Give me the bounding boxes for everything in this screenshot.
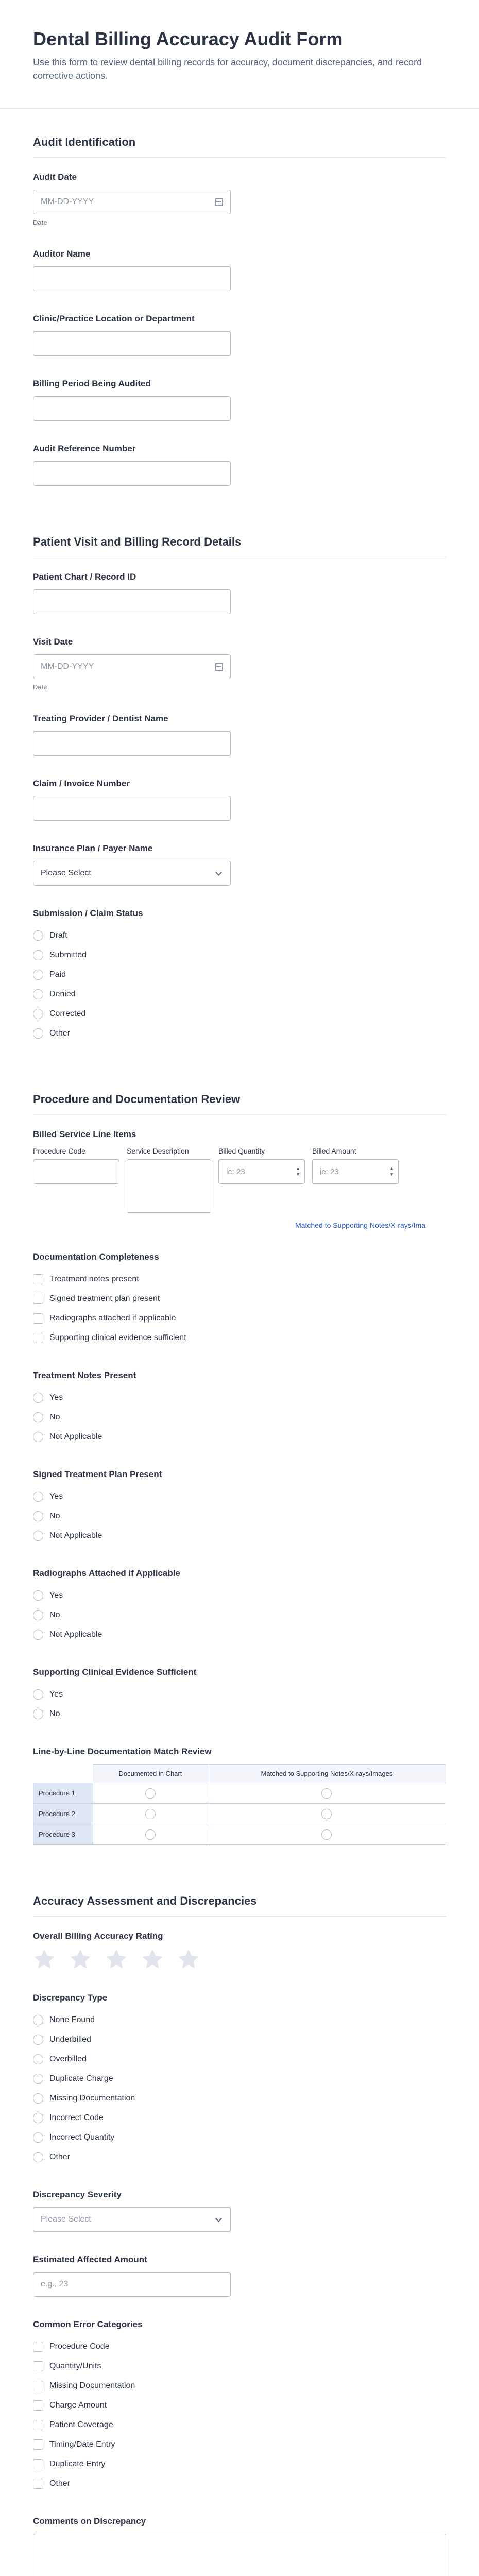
chart-id-field [33, 572, 446, 614]
select-value: Please Select [41, 2215, 91, 2224]
radio-option[interactable] [33, 1526, 446, 1546]
matrix-row-label: Procedure 3 [33, 1824, 93, 1845]
checkbox-option[interactable] [33, 2454, 446, 2474]
radio-option[interactable] [33, 1408, 446, 1427]
section-title: Procedure and Documentation Review [33, 1066, 446, 1115]
radio-button[interactable] [33, 1009, 43, 1019]
error-categories-options [33, 2337, 446, 2494]
severity-field [33, 2190, 446, 2232]
status-field [33, 908, 446, 1043]
radio-button[interactable] [33, 1393, 43, 1403]
option-label: Supporting clinical evidence sufficient [49, 1333, 186, 1342]
radio-option[interactable] [33, 2069, 446, 2089]
option-label: Procedure Code [49, 2342, 110, 2351]
checkbox[interactable] [33, 2479, 43, 2489]
matrix-cell [93, 1804, 208, 1824]
field-label: Auditor Name [33, 249, 91, 259]
sublabel: Date [33, 683, 47, 691]
col-billed-amount: Billed Amount [312, 1147, 356, 1155]
visit-date-input[interactable] [33, 654, 231, 679]
audit-date-field [33, 172, 446, 226]
option-label: Timing/Date Entry [49, 2440, 115, 2449]
option-label: Not Applicable [49, 1630, 102, 1639]
form-title: Dental Billing Accuracy Audit Form [33, 28, 343, 49]
provider-field [33, 714, 446, 756]
section-title: Audit Identification [33, 109, 446, 158]
billed-items-field [33, 1129, 446, 1229]
option-label: None Found [49, 2015, 95, 2024]
discrepancy-type-field [33, 1993, 446, 2167]
radio-option[interactable] [33, 1024, 446, 1043]
radio-button[interactable] [33, 970, 43, 980]
matrix-radio[interactable] [145, 1788, 156, 1799]
checkbox-option[interactable] [33, 2435, 446, 2454]
documentation-matrix [33, 1764, 446, 1845]
matrix-row [33, 1804, 446, 1824]
matrix-cell [93, 1824, 208, 1845]
checkbox[interactable] [33, 2342, 43, 2352]
matrix-cell [93, 1783, 208, 1804]
radio-button[interactable] [33, 2132, 43, 2143]
matrix-corner [33, 1765, 93, 1783]
signed-plan-field [33, 1469, 446, 1546]
option-label: Duplicate Entry [49, 2460, 106, 2468]
reference-input[interactable] [33, 461, 231, 486]
radio-option[interactable] [33, 1586, 446, 1605]
audit-date-input[interactable] [33, 190, 231, 214]
checkbox[interactable] [33, 1274, 43, 1284]
option-label: Other [49, 2153, 71, 2161]
comments-field [33, 2516, 446, 2576]
chevron-down-icon [215, 2215, 222, 2222]
checkbox[interactable] [33, 1333, 43, 1343]
radio-option[interactable] [33, 985, 446, 1004]
evidence-options [33, 1685, 446, 1724]
option-label: Yes [49, 1393, 63, 1402]
radio-button[interactable] [33, 2093, 43, 2104]
form-description: Use this form to review dental billing records for accuracy, document discrepancies, and record corrective actions. [33, 57, 422, 81]
star-icon[interactable] [177, 1948, 200, 1970]
matrix-radio[interactable] [321, 1829, 332, 1840]
option-label: Charge Amount [49, 2401, 107, 2410]
option-label: Not Applicable [49, 1531, 102, 1540]
field-label: Overall Billing Accuracy Rating [33, 1931, 163, 1941]
checkbox-option[interactable] [33, 2357, 446, 2376]
radio-option[interactable] [33, 2128, 446, 2147]
checkbox-option[interactable] [33, 1289, 446, 1309]
insurance-select[interactable] [33, 861, 231, 886]
option-label: Signed treatment plan present [49, 1294, 160, 1303]
spinner-icon[interactable]: ▲ ▼ [389, 1166, 394, 1177]
radio-button[interactable] [33, 989, 43, 999]
placeholder: ie: 23 [226, 1167, 245, 1176]
placeholder: ie: 23 [320, 1167, 339, 1176]
radio-button[interactable] [33, 1689, 43, 1700]
field-label: Treatment Notes Present [33, 1370, 136, 1380]
option-label: Not Applicable [49, 1432, 102, 1441]
procedure-code-input[interactable] [33, 1159, 119, 1184]
field-label: Audit Reference Number [33, 444, 136, 453]
option-label: Treatment notes present [49, 1275, 139, 1283]
discrepancy-type-options [33, 2010, 446, 2167]
audit-identification-section [0, 109, 479, 486]
clinic-field [33, 314, 446, 356]
option-label: Quantity/Units [49, 2362, 101, 2370]
checkbox[interactable] [33, 2400, 43, 2411]
radiographs-options [33, 1586, 446, 1645]
radio-option[interactable] [33, 2108, 446, 2128]
matrix-radio[interactable] [145, 1829, 156, 1840]
field-label: Supporting Clinical Evidence Sufficient [33, 1667, 197, 1677]
field-label: Billed Service Line Items [33, 1129, 136, 1139]
select-value: Please Select [41, 869, 91, 877]
calendar-icon[interactable] [215, 198, 223, 206]
radio-option[interactable] [33, 1427, 446, 1447]
field-label: Discrepancy Type [33, 1993, 108, 2003]
radio-button[interactable] [33, 2035, 43, 2045]
checkbox[interactable] [33, 2439, 43, 2450]
checkbox-option[interactable] [33, 1269, 446, 1289]
checkbox-option[interactable] [33, 2415, 446, 2435]
option-label: Underbilled [49, 2035, 91, 2044]
option-label: Yes [49, 1690, 63, 1699]
auditor-name-input[interactable] [33, 266, 231, 291]
completeness-options [33, 1269, 446, 1348]
billed-amount-input[interactable] [312, 1159, 399, 1184]
matrix-field [33, 1747, 446, 1845]
radio-option[interactable] [33, 1685, 446, 1704]
billing-period-field [33, 379, 446, 421]
field-label: Discrepancy Severity [33, 2190, 122, 2199]
field-label: Documentation Completeness [33, 1252, 159, 1262]
provider-input[interactable] [33, 731, 231, 756]
patient-visit-section [0, 509, 479, 1043]
star-rating [33, 1948, 446, 1970]
accuracy-section [0, 1868, 479, 2576]
radiographs-field [33, 1568, 446, 1645]
checkbox-option[interactable] [33, 2337, 446, 2357]
radio-button[interactable] [33, 1590, 43, 1601]
option-label: Corrected [49, 1009, 86, 1018]
chart-id-input[interactable] [33, 589, 231, 614]
billed-items-footer [33, 1221, 446, 1229]
matrix-row [33, 1824, 446, 1845]
checkbox-option[interactable] [33, 2376, 446, 2396]
comments-textarea[interactable] [33, 2534, 446, 2576]
visit-date-field [33, 637, 446, 691]
star-icon[interactable] [33, 1948, 56, 1970]
radio-button[interactable] [33, 1531, 43, 1541]
billed-quantity-input[interactable] [218, 1159, 305, 1184]
form-header [0, 0, 479, 109]
option-label: Radiographs attached if applicable [49, 1314, 176, 1323]
radio-button[interactable] [33, 1492, 43, 1502]
claim-field [33, 778, 446, 821]
matrix-body [33, 1783, 446, 1845]
matrix-radio[interactable] [145, 1809, 156, 1819]
section-title: Accuracy Assessment and Discrepancies [33, 1868, 446, 1917]
radio-option[interactable] [33, 2030, 446, 2049]
radio-option[interactable] [33, 1625, 446, 1645]
matrix-col-matched: Matched to Supporting Notes/X-rays/Images [208, 1765, 446, 1783]
matrix-header-row [33, 1765, 446, 1783]
service-description-textarea[interactable] [127, 1159, 211, 1213]
notes-present-options [33, 1388, 446, 1447]
option-label: No [49, 1512, 60, 1520]
billed-items-header [33, 1147, 446, 1155]
sublabel: Date [33, 218, 47, 226]
radio-option[interactable] [33, 926, 446, 945]
matrix-cell [208, 1804, 446, 1824]
radio-button[interactable] [33, 2113, 43, 2123]
radio-button[interactable] [33, 2152, 43, 2162]
matrix-cell [208, 1783, 446, 1804]
insurance-field [33, 843, 446, 886]
spinner-icon[interactable]: ▲ ▼ [296, 1166, 300, 1177]
evidence-field [33, 1667, 446, 1724]
radio-option[interactable] [33, 945, 446, 965]
field-label: Claim / Invoice Number [33, 778, 130, 788]
matrix-col-documented: Documented in Chart [93, 1765, 208, 1783]
matrix-row-label: Procedure 1 [33, 1783, 93, 1804]
option-label: Other [49, 1029, 71, 1038]
completeness-field [33, 1252, 446, 1348]
field-label: Clinic/Practice Location or Department [33, 314, 195, 324]
notes-present-field [33, 1370, 446, 1447]
auditor-name-field [33, 249, 446, 291]
radio-option[interactable] [33, 2147, 446, 2167]
billing-period-input[interactable] [33, 396, 231, 421]
option-label: Missing Documentation [49, 2381, 135, 2390]
radio-option[interactable] [33, 1004, 446, 1024]
radio-option[interactable] [33, 1388, 446, 1408]
radio-button[interactable] [33, 2054, 43, 2064]
option-label: Draft [49, 931, 67, 940]
field-label: Comments on Discrepancy [33, 2516, 146, 2526]
calendar-icon[interactable] [215, 663, 223, 671]
field-label: Insurance Plan / Payer Name [33, 843, 153, 853]
status-options [33, 926, 446, 1043]
option-label: No [49, 1709, 60, 1718]
option-label: Incorrect Code [49, 2113, 104, 2122]
severity-select[interactable] [33, 2207, 231, 2232]
checkbox-option[interactable] [33, 2474, 446, 2494]
checkbox[interactable] [33, 2420, 43, 2430]
checkbox-option[interactable] [33, 1309, 446, 1328]
chevron-down-icon [215, 869, 222, 876]
radio-button[interactable] [33, 1511, 43, 1521]
radio-option[interactable] [33, 965, 446, 985]
error-categories-field [33, 2319, 446, 2494]
field-label: Signed Treatment Plan Present [33, 1469, 162, 1479]
checkbox-option[interactable] [33, 2396, 446, 2415]
field-label: Submission / Claim Status [33, 908, 143, 918]
radio-button[interactable] [33, 1412, 43, 1422]
option-label: Paid [49, 970, 66, 979]
star-icon[interactable] [105, 1948, 128, 1970]
radio-option[interactable] [33, 2010, 446, 2030]
option-label: Missing Documentation [49, 2094, 135, 2103]
field-label: Radiographs Attached if Applicable [33, 1568, 180, 1578]
option-label: Incorrect Quantity [49, 2133, 115, 2142]
billed-items-row [33, 1159, 446, 1213]
radio-button[interactable] [33, 1610, 43, 1620]
matrix-row [33, 1783, 446, 1804]
matrix-radio[interactable] [321, 1809, 332, 1819]
matrix-row-label: Procedure 2 [33, 1804, 93, 1824]
col-procedure-code: Procedure Code [33, 1147, 85, 1155]
radio-option[interactable] [33, 1704, 446, 1724]
affected-amount-field [33, 2255, 446, 2297]
option-label: No [49, 1413, 60, 1421]
option-label: Overbilled [49, 2055, 87, 2063]
radio-button[interactable] [33, 1028, 43, 1039]
matrix-radio[interactable] [321, 1788, 332, 1799]
field-label: Billing Period Being Audited [33, 379, 151, 388]
option-label: Yes [49, 1492, 63, 1501]
radio-button[interactable] [33, 930, 43, 941]
option-label: Patient Coverage [49, 2420, 113, 2429]
placeholder: e.g., 23 [41, 2280, 69, 2289]
radio-button[interactable] [33, 1630, 43, 1640]
procedure-doc-section [0, 1066, 479, 1845]
matrix-cell [208, 1824, 446, 1845]
claim-input[interactable] [33, 796, 231, 821]
radio-button[interactable] [33, 1432, 43, 1442]
radio-option[interactable] [33, 2049, 446, 2069]
reference-field [33, 444, 446, 486]
radio-option[interactable] [33, 1506, 446, 1526]
radio-button[interactable] [33, 1709, 43, 1719]
option-label: No [49, 1611, 60, 1619]
checkbox-option[interactable] [33, 1328, 446, 1348]
option-label: Denied [49, 990, 76, 998]
radio-option[interactable] [33, 2089, 446, 2108]
option-label: Submitted [49, 951, 87, 959]
radio-option[interactable] [33, 1487, 446, 1506]
affected-amount-input[interactable] [33, 2272, 231, 2297]
field-label: Visit Date [33, 637, 73, 647]
placeholder: MM-DD-YYYY [41, 197, 94, 206]
rating-field [33, 1931, 446, 1970]
checkbox[interactable] [33, 1294, 43, 1304]
star-icon[interactable] [141, 1948, 164, 1970]
field-label: Line-by-Line Documentation Match Review [33, 1747, 212, 1756]
radio-option[interactable] [33, 1605, 446, 1625]
field-label: Audit Date [33, 172, 77, 182]
clinic-input[interactable] [33, 331, 231, 356]
section-title: Patient Visit and Billing Record Details [33, 509, 446, 557]
star-icon[interactable] [69, 1948, 92, 1970]
radio-button[interactable] [33, 2074, 43, 2084]
radio-button[interactable] [33, 950, 43, 960]
checkbox[interactable] [33, 1313, 43, 1324]
checkbox[interactable] [33, 2381, 43, 2391]
option-label: Duplicate Charge [49, 2074, 113, 2083]
checkbox[interactable] [33, 2459, 43, 2469]
option-label: Other [49, 2479, 71, 2488]
col-billed-quantity: Billed Quantity [218, 1147, 265, 1155]
field-label: Patient Chart / Record ID [33, 572, 136, 582]
placeholder: MM-DD-YYYY [41, 662, 94, 671]
field-label: Treating Provider / Dentist Name [33, 714, 168, 723]
field-label: Common Error Categories [33, 2319, 143, 2329]
col-service-description: Service Description [127, 1147, 189, 1155]
radio-button[interactable] [33, 2015, 43, 2025]
field-label: Estimated Affected Amount [33, 2255, 147, 2264]
option-label: Yes [49, 1591, 63, 1600]
checkbox[interactable] [33, 2361, 43, 2371]
signed-plan-options [33, 1487, 446, 1546]
matched-column-header: Matched to Supporting Notes/X-rays/Ima [295, 1221, 425, 1229]
